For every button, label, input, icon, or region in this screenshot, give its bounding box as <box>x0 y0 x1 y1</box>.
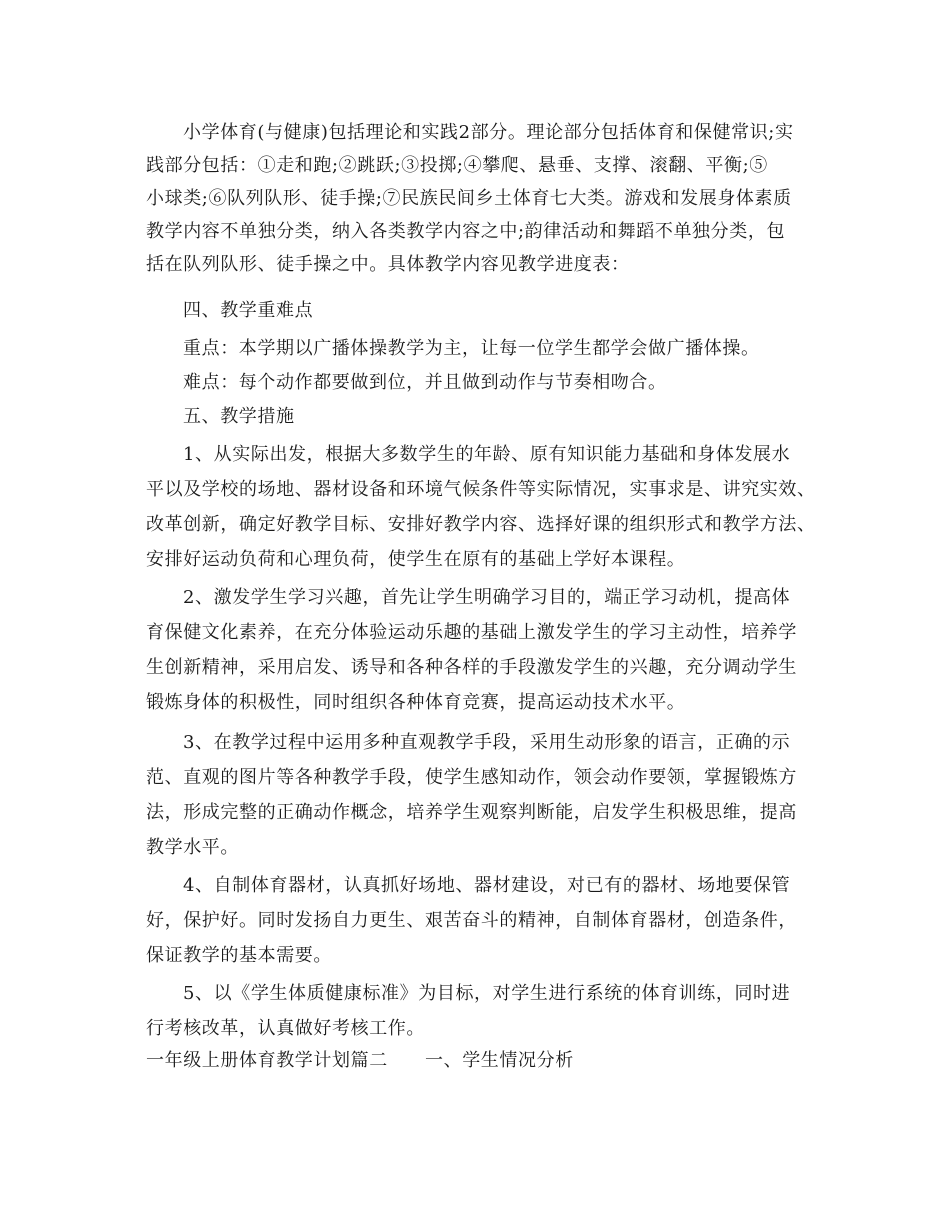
paragraph-line: 保证教学的基本需要。 <box>146 945 332 966</box>
paragraph-line: 育保健文化素养，在充分体验运动乐趣的基础上激发学生的学习主动性，培养学 <box>146 622 797 643</box>
paragraph-line: 行考核改革，认真做好考核工作。 <box>146 1018 425 1039</box>
paragraph-line: 1、从实际出发，根据大多数学生的年龄、原有知识能力基础和身体发展水 <box>183 444 791 465</box>
paragraph-line: 锻炼身体的积极性，同时组织各种体育竞赛，提高运动技术水平。 <box>146 692 686 713</box>
paragraph-line: 3、在教学过程中运用多种直观教学手段，采用生动形象的语言，正确的示 <box>183 732 791 753</box>
paragraph-line: 括在队列队形、徒手操之中。具体教学内容见教学进度表： <box>146 254 630 275</box>
paragraph-line: 改革创新，确定好教学目标、安排好教学内容、选择好课的组织形式和教学方法、 <box>146 514 816 535</box>
section-heading: 四、教学重难点 <box>183 300 314 321</box>
paragraph-line: 生创新精神，采用启发、诱导和各种各样的手段激发学生的兴趣，充分调动学生 <box>146 657 797 678</box>
paragraph-line: 重点：本学期以广播体操教学为主，让每一位学生都学会做广播体操。 <box>183 338 760 359</box>
paragraph-line: 5、以《学生体质健康标准》为目标，对学生进行系统的体育训练，同时进 <box>183 983 791 1004</box>
paragraph-line: 小学体育(与健康)包括理论和实践2部分。理论部分包括体育和保健常识;实 <box>183 122 794 143</box>
paragraph-line: 2、激发学生学习兴趣，首先让学生明确学习目的，端正学习动机，提高体 <box>183 587 791 608</box>
paragraph-line: 范、直观的图片等各种教学手段，使学生感知动作，领会动作要领，掌握锻炼方 <box>146 767 797 788</box>
paragraph-line: 教学内容不单独分类，纳入各类教学内容之中;韵律活动和舞蹈不单独分类，包 <box>146 221 786 242</box>
paragraph-line: 小球类;⑥队列队形、徒手操;⑦民族民间乡土体育七大类。游戏和发展身体素质 <box>146 188 792 209</box>
next-section-title: 一年级上册体育教学计划篇二 一、学生情况分析 <box>146 1050 574 1071</box>
paragraph-line: 教学水平。 <box>146 837 239 858</box>
paragraph-line: 好，保护好。同时发扬自力更生、艰苦奋斗的精神，自制体育器材，创造条件， <box>146 910 797 931</box>
paragraph-line: 践部分包括：①走和跑;②跳跃;③投掷;④攀爬、悬垂、支撑、滚翻、平衡;⑤ <box>146 155 768 176</box>
paragraph-line: 难点：每个动作都要做到位，并且做到动作与节奏相吻合。 <box>183 372 667 393</box>
section-heading: 五、教学措施 <box>183 406 295 427</box>
paragraph-line: 平以及学校的场地、器材设备和环境气候条件等实际情况，实事求是、讲究实效、 <box>146 479 816 500</box>
paragraph-line: 法，形成完整的正确动作概念，培养学生观察判断能，启发学生积极思维，提高 <box>146 802 797 823</box>
paragraph-line: 4、自制体育器材，认真抓好场地、器材建设，对已有的器材、场地要保管 <box>183 875 791 896</box>
paragraph-line: 安排好运动负荷和心理负荷，使学生在原有的基础上学好本课程。 <box>146 549 686 570</box>
